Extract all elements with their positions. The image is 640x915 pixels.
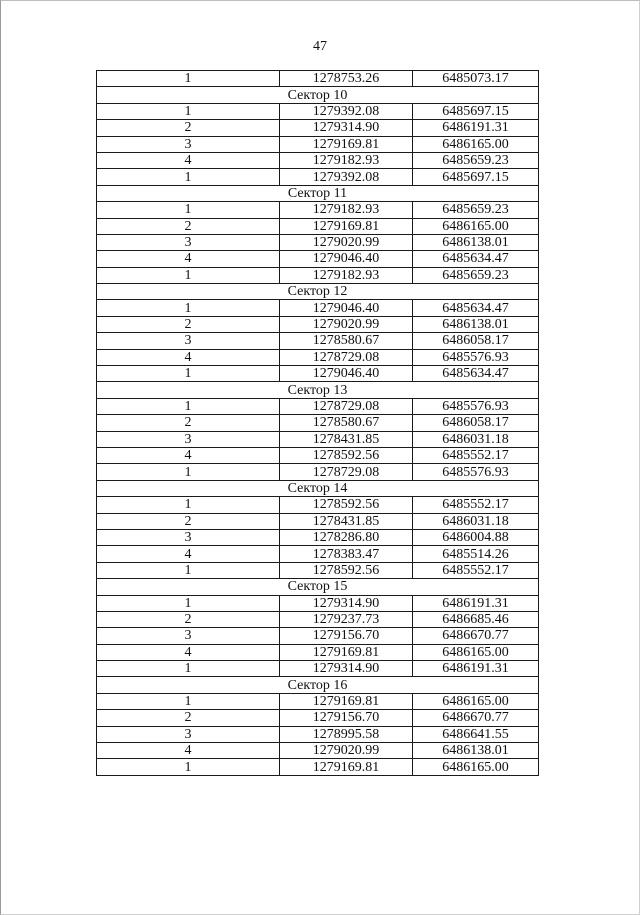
point-number-cell: 1: [97, 497, 280, 513]
point-number-cell: 1: [97, 300, 280, 316]
point-number-cell: 1: [97, 366, 280, 382]
table-row: [97, 152, 539, 168]
table-row: [97, 726, 539, 742]
sector-title: Сектор 10: [97, 87, 539, 103]
y-coordinate-cell: 6485552.17: [413, 447, 539, 463]
x-coordinate-cell: 1279020.99: [280, 234, 413, 250]
table-row: [97, 71, 539, 87]
x-coordinate-cell: 1279020.99: [280, 743, 413, 759]
table-row: [97, 546, 539, 562]
table-row: [97, 628, 539, 644]
table-row: [97, 661, 539, 677]
sector-title: Сектор 13: [97, 382, 539, 398]
table-row: [97, 447, 539, 463]
table-row: [97, 267, 539, 283]
point-number-cell: 2: [97, 218, 280, 234]
x-coordinate-cell: 1279314.90: [280, 661, 413, 677]
table-row: [97, 300, 539, 316]
y-coordinate-cell: 6485697.15: [413, 103, 539, 119]
y-coordinate-cell: 6486004.88: [413, 529, 539, 545]
point-number-cell: 3: [97, 431, 280, 447]
table-row: [97, 513, 539, 529]
y-coordinate-cell: 6486670.77: [413, 628, 539, 644]
point-number-cell: 1: [97, 169, 280, 185]
point-number-cell: 4: [97, 152, 280, 168]
y-coordinate-cell: 6485659.23: [413, 152, 539, 168]
x-coordinate-cell: 1279046.40: [280, 366, 413, 382]
sector-title: Сектор 14: [97, 480, 539, 496]
y-coordinate-cell: 6486165.00: [413, 644, 539, 660]
x-coordinate-cell: 1278592.56: [280, 447, 413, 463]
y-coordinate-cell: 6485634.47: [413, 300, 539, 316]
coordinates-table-body: [97, 71, 539, 776]
x-coordinate-cell: 1279156.70: [280, 710, 413, 726]
table-row: [97, 743, 539, 759]
point-number-cell: 1: [97, 71, 280, 87]
x-coordinate-cell: 1279046.40: [280, 251, 413, 267]
sector-header-row: [97, 382, 539, 398]
y-coordinate-cell: 6486031.18: [413, 513, 539, 529]
sector-header-row: [97, 677, 539, 693]
y-coordinate-cell: 6485576.93: [413, 398, 539, 414]
x-coordinate-cell: 1278592.56: [280, 497, 413, 513]
point-number-cell: 1: [97, 595, 280, 611]
x-coordinate-cell: 1278753.26: [280, 71, 413, 87]
table-row: [97, 169, 539, 185]
x-coordinate-cell: 1279046.40: [280, 300, 413, 316]
table-row: [97, 497, 539, 513]
x-coordinate-cell: 1278729.08: [280, 398, 413, 414]
table-row: [97, 644, 539, 660]
x-coordinate-cell: 1279314.90: [280, 595, 413, 611]
point-number-cell: 1: [97, 464, 280, 480]
y-coordinate-cell: 6486191.31: [413, 661, 539, 677]
point-number-cell: 1: [97, 759, 280, 775]
table-row: [97, 136, 539, 152]
y-coordinate-cell: 6485552.17: [413, 562, 539, 578]
table-row: [97, 316, 539, 332]
y-coordinate-cell: 6486058.17: [413, 333, 539, 349]
point-number-cell: 4: [97, 644, 280, 660]
table-row: [97, 398, 539, 414]
y-coordinate-cell: 6485576.93: [413, 349, 539, 365]
table-row: [97, 562, 539, 578]
page-number: 47: [313, 39, 327, 54]
y-coordinate-cell: 6485514.26: [413, 546, 539, 562]
x-coordinate-cell: 1279020.99: [280, 316, 413, 332]
x-coordinate-cell: 1278580.67: [280, 333, 413, 349]
x-coordinate-cell: 1278592.56: [280, 562, 413, 578]
x-coordinate-cell: 1279156.70: [280, 628, 413, 644]
y-coordinate-cell: 6486670.77: [413, 710, 539, 726]
point-number-cell: 2: [97, 415, 280, 431]
y-coordinate-cell: 6485634.47: [413, 251, 539, 267]
table-row: [97, 759, 539, 775]
point-number-cell: 1: [97, 693, 280, 709]
x-coordinate-cell: 1278383.47: [280, 546, 413, 562]
table-row: [97, 218, 539, 234]
table-row: [97, 103, 539, 119]
x-coordinate-cell: 1279169.81: [280, 218, 413, 234]
x-coordinate-cell: 1279314.90: [280, 120, 413, 136]
point-number-cell: 3: [97, 628, 280, 644]
x-coordinate-cell: 1279169.81: [280, 644, 413, 660]
x-coordinate-cell: 1279182.93: [280, 152, 413, 168]
y-coordinate-cell: 6486138.01: [413, 743, 539, 759]
point-number-cell: 2: [97, 611, 280, 627]
point-number-cell: 1: [97, 661, 280, 677]
x-coordinate-cell: 1278580.67: [280, 415, 413, 431]
sector-title: Сектор 16: [97, 677, 539, 693]
sector-title: Сектор 12: [97, 284, 539, 300]
point-number-cell: 2: [97, 710, 280, 726]
table-row: [97, 415, 539, 431]
x-coordinate-cell: 1279169.81: [280, 759, 413, 775]
y-coordinate-cell: 6486138.01: [413, 234, 539, 250]
point-number-cell: 3: [97, 529, 280, 545]
x-coordinate-cell: 1279392.08: [280, 169, 413, 185]
y-coordinate-cell: 6486165.00: [413, 136, 539, 152]
point-number-cell: 2: [97, 316, 280, 332]
coordinates-table: [96, 70, 539, 776]
y-coordinate-cell: 6485552.17: [413, 497, 539, 513]
point-number-cell: 2: [97, 513, 280, 529]
point-number-cell: 4: [97, 743, 280, 759]
y-coordinate-cell: 6486058.17: [413, 415, 539, 431]
point-number-cell: 1: [97, 398, 280, 414]
point-number-cell: 3: [97, 234, 280, 250]
table-row: [97, 234, 539, 250]
y-coordinate-cell: 6485073.17: [413, 71, 539, 87]
y-coordinate-cell: 6485659.23: [413, 202, 539, 218]
point-number-cell: 1: [97, 267, 280, 283]
x-coordinate-cell: 1278286.80: [280, 529, 413, 545]
y-coordinate-cell: 6486031.18: [413, 431, 539, 447]
x-coordinate-cell: 1279182.93: [280, 202, 413, 218]
table-row: [97, 349, 539, 365]
x-coordinate-cell: 1279392.08: [280, 103, 413, 119]
table-row: [97, 431, 539, 447]
x-coordinate-cell: 1278995.58: [280, 726, 413, 742]
y-coordinate-cell: 6485659.23: [413, 267, 539, 283]
point-number-cell: 4: [97, 251, 280, 267]
sector-header-row: [97, 579, 539, 595]
table-row: [97, 693, 539, 709]
y-coordinate-cell: 6486165.00: [413, 759, 539, 775]
y-coordinate-cell: 6486191.31: [413, 595, 539, 611]
table-row: [97, 333, 539, 349]
table-row: [97, 595, 539, 611]
table-row: [97, 251, 539, 267]
point-number-cell: 3: [97, 333, 280, 349]
sector-header-row: [97, 480, 539, 496]
sector-title: Сектор 11: [97, 185, 539, 201]
sector-header-row: [97, 87, 539, 103]
point-number-cell: 3: [97, 136, 280, 152]
point-number-cell: 4: [97, 349, 280, 365]
point-number-cell: 3: [97, 726, 280, 742]
table-row: [97, 710, 539, 726]
sector-header-row: [97, 284, 539, 300]
x-coordinate-cell: 1279169.81: [280, 693, 413, 709]
table-row: [97, 611, 539, 627]
point-number-cell: 1: [97, 103, 280, 119]
point-number-cell: 1: [97, 202, 280, 218]
y-coordinate-cell: 6486685.46: [413, 611, 539, 627]
x-coordinate-cell: 1278729.08: [280, 349, 413, 365]
sector-title: Сектор 15: [97, 579, 539, 595]
point-number-cell: 4: [97, 546, 280, 562]
x-coordinate-cell: 1278729.08: [280, 464, 413, 480]
x-coordinate-cell: 1279169.81: [280, 136, 413, 152]
point-number-cell: 2: [97, 120, 280, 136]
table-row: [97, 120, 539, 136]
x-coordinate-cell: 1278431.85: [280, 431, 413, 447]
y-coordinate-cell: 6485576.93: [413, 464, 539, 480]
y-coordinate-cell: 6486165.00: [413, 693, 539, 709]
x-coordinate-cell: 1279182.93: [280, 267, 413, 283]
point-number-cell: 4: [97, 447, 280, 463]
y-coordinate-cell: 6485634.47: [413, 366, 539, 382]
x-coordinate-cell: 1278431.85: [280, 513, 413, 529]
table-row: [97, 464, 539, 480]
y-coordinate-cell: 6486165.00: [413, 218, 539, 234]
y-coordinate-cell: 6486641.55: [413, 726, 539, 742]
y-coordinate-cell: 6485697.15: [413, 169, 539, 185]
sector-header-row: [97, 185, 539, 201]
table-row: [97, 202, 539, 218]
table-row: [97, 366, 539, 382]
table-row: [97, 529, 539, 545]
point-number-cell: 1: [97, 562, 280, 578]
y-coordinate-cell: 6486191.31: [413, 120, 539, 136]
x-coordinate-cell: 1279237.73: [280, 611, 413, 627]
y-coordinate-cell: 6486138.01: [413, 316, 539, 332]
